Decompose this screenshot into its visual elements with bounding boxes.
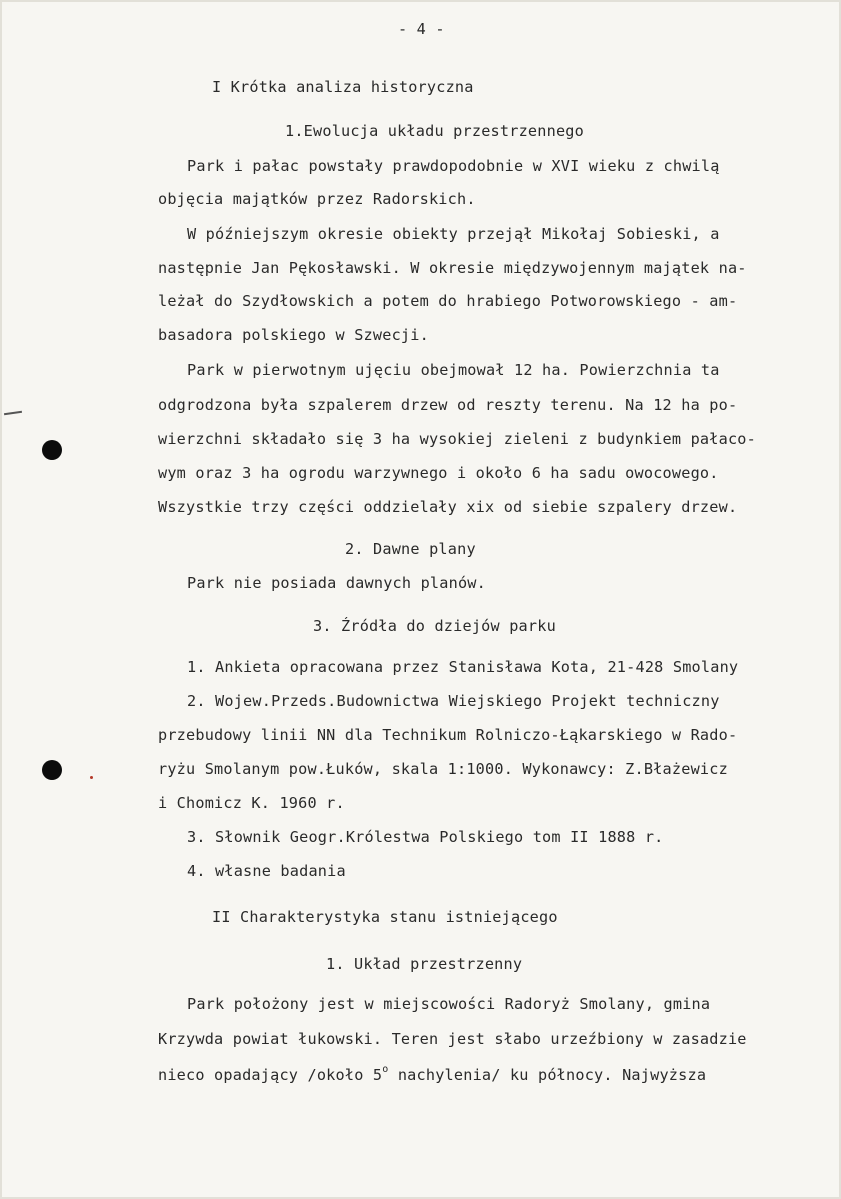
subsection-heading: 1. Układ przestrzenny [326, 955, 523, 973]
source-list-line: i Chomicz K. 1960 r. [158, 794, 345, 812]
paragraph-line: wym oraz 3 ha ogrodu warzywnego i około 6 ha sadu owocowego. [158, 464, 719, 482]
paragraph-line: leżał do Szydłowskich a potem do hrabiego Potworowskiego - am- [158, 292, 738, 310]
binder-punch-hole-upper [42, 440, 62, 460]
source-list-line: ryżu Smolanym pow.Łuków, skala 1:1000. Wykonawcy: Z.Błażewicz [158, 760, 728, 778]
subsection-heading: 2. Dawne plany [345, 540, 476, 558]
paragraph-text: nachylenia/ ku północy. Najwyższa [388, 1066, 707, 1084]
paragraph-line: odgrodzona była szpalerem drzew od reszty terenu. Na 12 ha po- [158, 396, 738, 414]
paragraph-line: W późniejszym okresie obiekty przejął Mikołaj Sobieski, a [187, 225, 720, 243]
paragraph-line: Park i pałac powstały prawdopodobnie w XVI wieku z chwilą [187, 157, 720, 175]
source-list-item: 2. Wojew.Przeds.Budownictwa Wiejskiego Projekt techniczny [187, 692, 720, 710]
source-list-item: 1. Ankieta opracowana przez Stanisława Kota, 21-428 Smolany [187, 658, 739, 676]
paragraph-line: Krzywda powiat łukowski. Teren jest słabo urzeźbiony w zasadzie [158, 1030, 747, 1048]
source-list-item: 4. własne badania [187, 862, 346, 880]
paragraph-line: wierzchni składało się 3 ha wysokiej zieleni z budynkiem pałaco- [158, 430, 756, 448]
margin-pencil-mark [4, 411, 22, 415]
subsection-heading: 1.Ewolucja układu przestrzennego [285, 122, 584, 140]
paragraph-line: objęcia majątków przez Radorskich. [158, 190, 476, 208]
source-list-line: przebudowy linii NN dla Technikum Rolniczo-Łąkarskiego w Rado- [158, 726, 738, 744]
red-ink-speck [90, 776, 93, 779]
paragraph-text: nieco opadający /około 5 [158, 1066, 383, 1084]
paragraph-line: Park położony jest w miejscowości Radoryż Smolany, gmina [187, 995, 711, 1013]
paragraph-line: Wszystkie trzy części oddzielały xix od siebie szpalery drzew. [158, 498, 738, 516]
source-list-item: 3. Słownik Geogr.Królestwa Polskiego tom II 1888 r. [187, 828, 664, 846]
paragraph-line: następnie Jan Pękosławski. W okresie międzywojennym majątek na- [158, 259, 747, 277]
section-heading: I Krótka analiza historyczna [212, 78, 474, 96]
subsection-heading: 3. Źródła do dziejów parku [313, 617, 556, 635]
binder-punch-hole-lower [42, 760, 62, 780]
page-number: - 4 - [398, 20, 445, 38]
paragraph-line [158, 1063, 707, 1084]
section-heading: II Charakterystyka stanu istniejącego [212, 908, 558, 926]
paragraph-line: basadora polskiego w Szwecji. [158, 326, 429, 344]
paragraph-line: Park w pierwotnym ujęciu obejmował 12 ha. Powierzchnia ta [187, 361, 720, 379]
degree-superscript: o [382, 1063, 389, 1075]
paragraph-line: Park nie posiada dawnych planów. [187, 574, 486, 592]
